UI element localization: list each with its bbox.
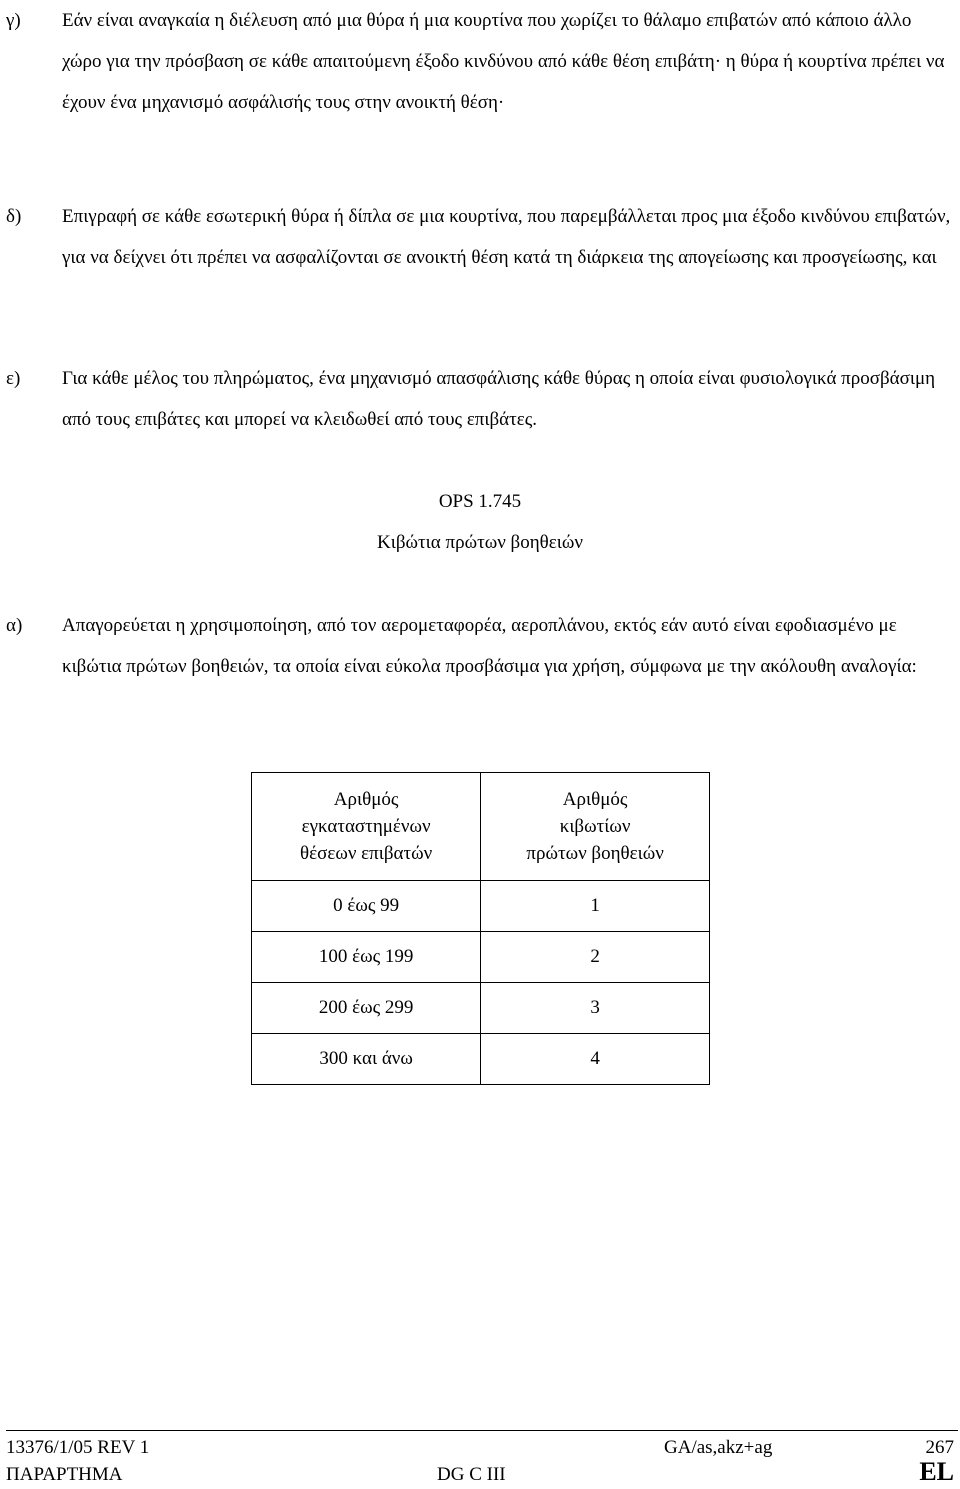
- footer-doc-ref: 13376/1/05 REV 1: [6, 1437, 150, 1458]
- table-row: [252, 1034, 710, 1085]
- header-line: πρώτων βοηθειών: [526, 843, 664, 864]
- header-line: Αριθμός: [333, 789, 399, 810]
- header-line: Αριθμός: [562, 789, 628, 810]
- footer-language: EL: [919, 1457, 954, 1486]
- header-line: κιβωτίων: [559, 816, 631, 837]
- first-aid-kit-table: [251, 772, 710, 1085]
- section-title: Κιβώτια πρώτων βοηθειών: [377, 532, 583, 553]
- seats-cell: 100 έως 199: [252, 932, 481, 983]
- item-text: Εάν είναι αναγκαία η διέλευση από μια θύρα ή μια κουρτίνα που χωρίζει το θάλαμο επιβατών από κάποιο άλλο χώρο για την πρόσβαση σε κάθε απαιτούμενη έξοδο κινδύνου από κάθε θέση επιβάτη· η θύρα ή κουρτίνα πρέπει να έχουν ένα μηχανισμό ασφάλισής τους στην ανοικτή θέση·: [62, 10, 945, 113]
- item-delta: [6, 196, 954, 278]
- footer-annex: ΠΑΡΑΡΤΗΜΑ: [6, 1464, 123, 1485]
- seats-cell: 200 έως 299: [252, 983, 481, 1034]
- item-epsilon: [6, 358, 954, 440]
- item-text: Απαγορεύεται η χρησιμοποίηση, από τον αερομεταφορέα, αεροπλάνου, εκτός εάν αυτό είναι εφοδιασμένο με κιβώτια πρώτων βοηθειών, τα οποία είναι εύκολα προσβάσιμα για χρήση, σύμφωνα με την ακόλουθη αναλογία:: [62, 615, 917, 677]
- item-text: Επιγραφή σε κάθε εσωτερική θύρα ή δίπλα σε μια κουρτίνα, που παρεμβάλλεται προς μια έξοδο κινδύνου επιβατών, για να δείχνει ότι πρέπει να ασφαλίζονται σε ανοικτή θέση κατά τη διάρκεια της απογείωσης και προσγείωσης, και: [62, 206, 951, 268]
- table-header-row: [252, 773, 710, 881]
- item-text: Για κάθε μέλος του πληρώματος, ένα μηχανισμό απασφάλισης κάθε θύρας η οποία είναι φυσιολογικά προσβάσιμη από τους επιβάτες και μπορεί να κλειδωθεί από τους επιβάτες.: [62, 368, 936, 430]
- section-code: OPS 1.745: [438, 491, 522, 512]
- footer-initials: GA/as,akz+ag: [664, 1437, 773, 1458]
- seats-cell: 0 έως 99: [252, 881, 481, 932]
- table-row: [252, 932, 710, 983]
- kits-cell: 4: [481, 1034, 710, 1085]
- footer-page-number: 267: [925, 1437, 954, 1458]
- footer-dg: DG C III: [437, 1464, 506, 1485]
- kits-cell: 3: [481, 983, 710, 1034]
- header-line: θέσεων επιβατών: [300, 843, 433, 864]
- seats-cell: 300 και άνω: [252, 1034, 481, 1085]
- item-gamma: [6, 0, 954, 123]
- table-row: [252, 983, 710, 1034]
- header-line: εγκαταστημένων: [301, 816, 431, 837]
- item-label: ε): [6, 368, 21, 389]
- item-alpha: [6, 605, 954, 687]
- table-row: [252, 881, 710, 932]
- header-kit-count: [481, 773, 710, 881]
- item-label: γ): [6, 10, 21, 31]
- header-installed-seats: [252, 773, 481, 881]
- kits-cell: 2: [481, 932, 710, 983]
- item-label: α): [6, 615, 23, 636]
- kits-cell: 1: [481, 881, 710, 932]
- item-label: δ): [6, 206, 22, 227]
- footer-divider: [6, 1430, 958, 1431]
